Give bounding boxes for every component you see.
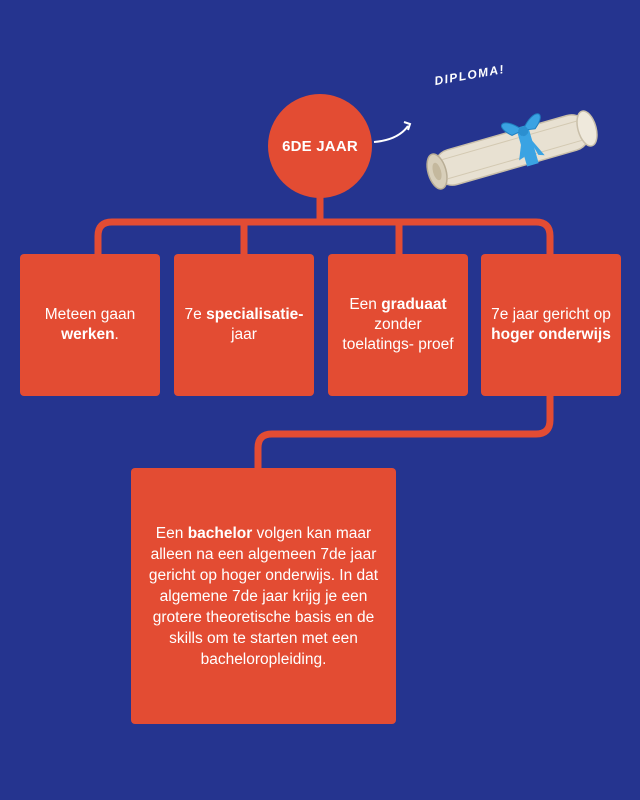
- option-text: Meteen gaan werken.: [44, 306, 136, 343]
- top-node-label: 6DE JAAR: [282, 137, 358, 155]
- top-node-6de-jaar: [268, 94, 372, 198]
- diploma-label: DIPLOMA!: [433, 61, 507, 89]
- connector-branch-bar: [98, 222, 550, 258]
- option-box-graduaat: [328, 254, 468, 396]
- option-text: Een graduaat zonder toelatings- proef: [342, 296, 454, 353]
- option-text: 7e jaar gericht op hoger onderwijs: [491, 306, 611, 343]
- option-text: 7e specialisatie- jaar: [184, 306, 304, 343]
- option-box-werken: [20, 254, 160, 396]
- option-box-hoger-onderwijs: [481, 254, 621, 396]
- connector-to-detail: [258, 392, 550, 472]
- detail-box-bachelor: [131, 468, 396, 724]
- detail-text: Een bachelor volgen kan maar alleen na een algemeen 7de jaar gericht op hoger onderwijs. In dat algemene 7de jaar krijg je een grotere theoretische basis en de skills om te starten met een bacheloropleiding.: [148, 524, 379, 668]
- arrow-line: [374, 126, 408, 142]
- diploma-scroll-icon: [412, 100, 612, 195]
- option-box-specialisatiejaar: [174, 254, 314, 396]
